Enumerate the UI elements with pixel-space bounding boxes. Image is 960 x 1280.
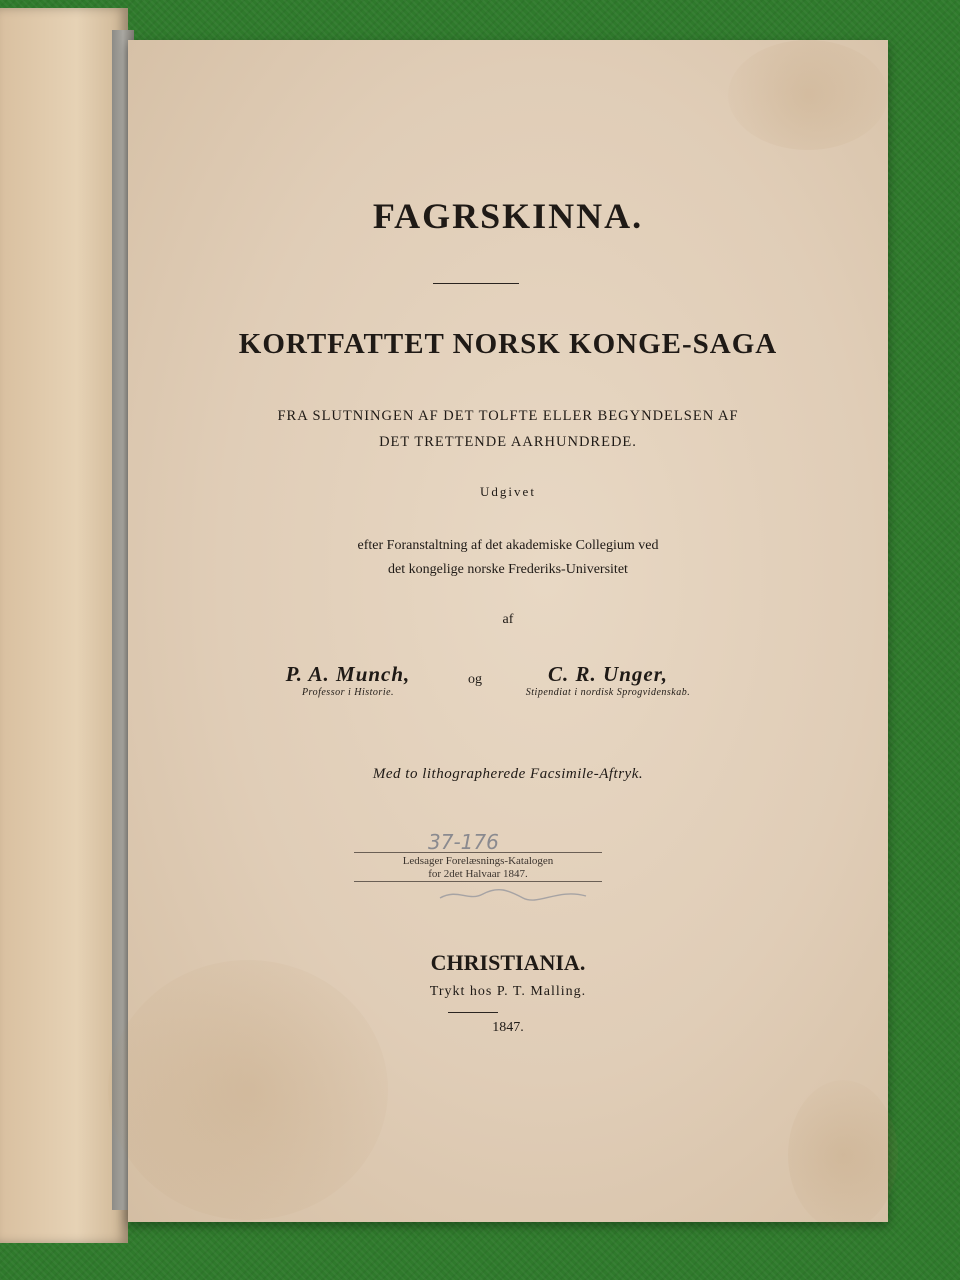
stamp-line-1: Ledsager Forelæsnings-Katalogen — [402, 855, 554, 867]
book-subtitle: KORTFATTET NORSK KONGE-SAGA — [238, 328, 778, 360]
author-name: P. A. Munch, — [285, 662, 411, 686]
udgivet-label: Udgivet — [480, 484, 536, 499]
imprint-printer: Trykt hos P. T. Malling. — [429, 984, 587, 999]
sponsor-line-2: det kongelige norske Frederiks-Universitet — [388, 562, 628, 577]
facsimile-note: Med to lithographerede Facsimile-Aftryk. — [372, 766, 644, 782]
author-munch — [248, 662, 448, 698]
author-role: Professor i Historie. — [301, 687, 395, 698]
title-page — [128, 40, 888, 1222]
catalog-stamp — [354, 852, 602, 882]
pencil-scribble — [438, 886, 588, 908]
left-page — [0, 8, 128, 1243]
stamp-line-2: for 2det Halvaar 1847. — [428, 868, 528, 880]
af-label: af — [502, 612, 514, 627]
author-role: Stipendiat i nordisk Sprogvidenskab. — [525, 687, 691, 698]
description-line-1: FRA SLUTNINGEN AF DET TOLFTE ELLER BEGYNDELSEN AF — [277, 408, 739, 424]
imprint-city: CHRISTIANIA. — [430, 950, 586, 975]
stain-bottom-right — [788, 1080, 898, 1230]
description-line-2: DET TRETTENDE AARHUNDREDE. — [379, 434, 637, 450]
og-label: og — [468, 672, 482, 687]
sponsor-line-1: efter Foranstaltning af det akademiske Collegium ved — [357, 538, 659, 553]
imprint-year: 1847. — [492, 1020, 524, 1035]
author-unger — [488, 662, 728, 698]
author-name: C. R. Unger, — [548, 662, 668, 686]
divider — [433, 283, 519, 284]
pencil-annotation: 37-176 — [428, 830, 499, 854]
book-title: FAGRSKINNA. — [372, 196, 644, 236]
imprint-divider — [448, 1012, 498, 1013]
stain-top-right — [728, 40, 888, 150]
